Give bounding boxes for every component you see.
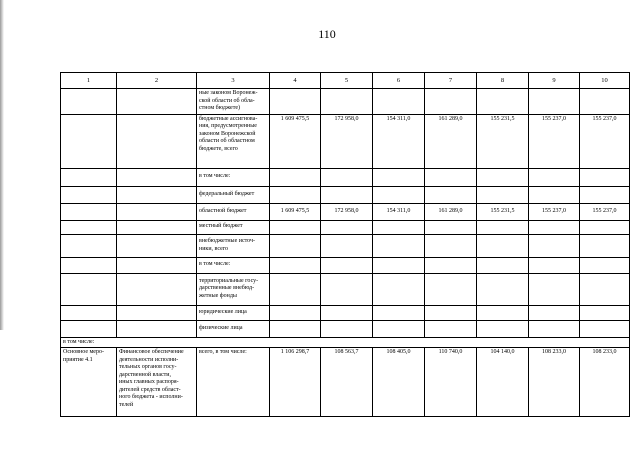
table-cell bbox=[117, 168, 197, 186]
value-cell bbox=[477, 273, 529, 305]
value-cell bbox=[529, 273, 580, 305]
header-cell: 10 bbox=[580, 73, 630, 89]
value-cell bbox=[425, 273, 477, 305]
table-cell bbox=[61, 168, 117, 186]
value-cell bbox=[373, 320, 425, 337]
table-header-row bbox=[61, 73, 630, 89]
row-label: федеральный бюджет bbox=[197, 186, 270, 203]
value-cell bbox=[580, 273, 630, 305]
table-cell bbox=[117, 234, 197, 257]
table-cell bbox=[117, 114, 197, 168]
value-cell: 108 405,0 bbox=[373, 348, 425, 417]
table-cell bbox=[61, 305, 117, 320]
value-cell bbox=[321, 234, 373, 257]
row-label: всего, в том числе: bbox=[197, 348, 270, 417]
table-cell bbox=[61, 114, 117, 168]
value-cell bbox=[270, 220, 321, 234]
table-row bbox=[61, 220, 630, 234]
table-cell bbox=[117, 320, 197, 337]
header-cell: 4 bbox=[270, 73, 321, 89]
value-cell: 1 106 298,7 bbox=[270, 348, 321, 417]
header-cell: 2 bbox=[117, 73, 197, 89]
value-cell bbox=[529, 168, 580, 186]
table-cell bbox=[117, 305, 197, 320]
value-cell: 155 237,0 bbox=[580, 114, 630, 168]
table-row bbox=[61, 186, 630, 203]
value-cell bbox=[580, 186, 630, 203]
value-cell bbox=[529, 305, 580, 320]
value-cell bbox=[425, 234, 477, 257]
value-cell bbox=[373, 220, 425, 234]
value-cell bbox=[270, 186, 321, 203]
row-label: бюджетные ассигнова- ния, предусмотренные законом Воронежской области об областном бюджете, всего bbox=[197, 114, 270, 168]
value-cell bbox=[425, 186, 477, 203]
value-cell: 108 233,0 bbox=[529, 348, 580, 417]
value-cell: 155 237,0 bbox=[580, 203, 630, 220]
value-cell bbox=[477, 234, 529, 257]
table-cell bbox=[61, 220, 117, 234]
value-cell bbox=[321, 305, 373, 320]
value-cell: 1 609 475,5 bbox=[270, 114, 321, 168]
value-cell bbox=[270, 168, 321, 186]
value-cell bbox=[425, 220, 477, 234]
value-cell bbox=[321, 168, 373, 186]
value-cell: 1 609 475,5 bbox=[270, 203, 321, 220]
value-cell: 110 740,0 bbox=[425, 348, 477, 417]
table-cell bbox=[61, 273, 117, 305]
row-label: территориальные госу- дарственные внебюд- жетные фонды bbox=[197, 273, 270, 305]
value-cell bbox=[270, 234, 321, 257]
header-cell: 7 bbox=[425, 73, 477, 89]
value-cell bbox=[425, 168, 477, 186]
row-label: в том числе: bbox=[197, 257, 270, 273]
value-cell bbox=[425, 257, 477, 273]
value-cell: 155 237,0 bbox=[529, 114, 580, 168]
value-cell bbox=[373, 168, 425, 186]
value-cell bbox=[425, 305, 477, 320]
header-cell: 5 bbox=[321, 73, 373, 89]
table-cell bbox=[117, 257, 197, 273]
table-row bbox=[61, 203, 630, 220]
value-cell bbox=[373, 273, 425, 305]
page-number: 110 bbox=[318, 27, 336, 41]
table-row bbox=[61, 234, 630, 257]
value-cell: 154 311,0 bbox=[373, 203, 425, 220]
value-cell bbox=[321, 220, 373, 234]
table-row bbox=[61, 89, 630, 115]
value-cell: 155 231,5 bbox=[477, 114, 529, 168]
value-cell bbox=[580, 234, 630, 257]
table-cell bbox=[117, 186, 197, 203]
activity-description: Финансовое обеспечение деятельности исполни- тельных органов госу- дарственной власти, иных главных распоря- дителей средств област- ного бюджета - исполни- телей bbox=[117, 348, 197, 417]
value-cell bbox=[321, 273, 373, 305]
value-cell: 155 237,0 bbox=[529, 203, 580, 220]
main-activity-row bbox=[61, 348, 630, 417]
row-label: местный бюджет bbox=[197, 220, 270, 234]
including-row bbox=[61, 337, 630, 348]
table-row bbox=[61, 273, 630, 305]
header-cell: 1 bbox=[61, 73, 117, 89]
value-cell bbox=[529, 257, 580, 273]
row-label: в том числе: bbox=[197, 168, 270, 186]
table-cell bbox=[61, 89, 117, 115]
table-cell bbox=[61, 186, 117, 203]
value-cell bbox=[529, 234, 580, 257]
header-cell: 9 bbox=[529, 73, 580, 89]
value-cell bbox=[529, 320, 580, 337]
value-cell bbox=[270, 305, 321, 320]
value-cell bbox=[425, 89, 477, 115]
table-cell bbox=[61, 257, 117, 273]
value-cell: 155 231,5 bbox=[477, 203, 529, 220]
value-cell: 108 563,7 bbox=[321, 348, 373, 417]
value-cell bbox=[477, 186, 529, 203]
value-cell: 161 289,0 bbox=[425, 114, 477, 168]
row-label: юридические лица bbox=[197, 305, 270, 320]
scan-edge-shadow bbox=[0, 0, 4, 330]
value-cell bbox=[529, 186, 580, 203]
value-cell bbox=[477, 305, 529, 320]
header-cell: 8 bbox=[477, 73, 529, 89]
table-cell bbox=[61, 203, 117, 220]
value-cell bbox=[270, 273, 321, 305]
value-cell: 104 140,0 bbox=[477, 348, 529, 417]
value-cell bbox=[477, 257, 529, 273]
value-cell bbox=[373, 186, 425, 203]
value-cell bbox=[477, 220, 529, 234]
value-cell bbox=[321, 320, 373, 337]
value-cell bbox=[425, 320, 477, 337]
value-cell bbox=[321, 257, 373, 273]
value-cell: 172 958,0 bbox=[321, 114, 373, 168]
table-cell bbox=[117, 273, 197, 305]
value-cell bbox=[373, 305, 425, 320]
value-cell bbox=[580, 89, 630, 115]
value-cell bbox=[270, 320, 321, 337]
activity-code: Основное меро- приятие 4.1 bbox=[61, 348, 117, 417]
value-cell bbox=[477, 89, 529, 115]
value-cell bbox=[321, 89, 373, 115]
table-row bbox=[61, 305, 630, 320]
value-cell bbox=[580, 305, 630, 320]
value-cell bbox=[477, 168, 529, 186]
row-label: физические лица bbox=[197, 320, 270, 337]
row-label: ные законом Воронеж- ской области об обла- стном бюджете) bbox=[197, 89, 270, 115]
table-row bbox=[61, 168, 630, 186]
value-cell: 154 311,0 bbox=[373, 114, 425, 168]
row-label: внебюджетные источ- ники, всего bbox=[197, 234, 270, 257]
value-cell bbox=[580, 257, 630, 273]
table-row bbox=[61, 320, 630, 337]
value-cell bbox=[580, 168, 630, 186]
table-row bbox=[61, 257, 630, 273]
value-cell: 108 233,0 bbox=[580, 348, 630, 417]
table-cell bbox=[61, 234, 117, 257]
table-cell bbox=[117, 89, 197, 115]
value-cell bbox=[270, 89, 321, 115]
row-label: областной бюджет bbox=[197, 203, 270, 220]
value-cell bbox=[580, 220, 630, 234]
header-cell: 3 bbox=[197, 73, 270, 89]
table-row bbox=[61, 114, 630, 168]
value-cell bbox=[373, 89, 425, 115]
value-cell: 172 958,0 bbox=[321, 203, 373, 220]
table-cell bbox=[117, 203, 197, 220]
value-cell bbox=[270, 257, 321, 273]
header-cell: 6 bbox=[373, 73, 425, 89]
table-cell bbox=[61, 320, 117, 337]
table-cell bbox=[117, 220, 197, 234]
value-cell bbox=[580, 320, 630, 337]
budget-table bbox=[60, 72, 630, 417]
value-cell bbox=[529, 89, 580, 115]
value-cell bbox=[373, 257, 425, 273]
including-label: в том числе: bbox=[61, 337, 630, 348]
value-cell bbox=[321, 186, 373, 203]
value-cell bbox=[529, 220, 580, 234]
value-cell bbox=[373, 234, 425, 257]
value-cell: 161 289,0 bbox=[425, 203, 477, 220]
value-cell bbox=[477, 320, 529, 337]
